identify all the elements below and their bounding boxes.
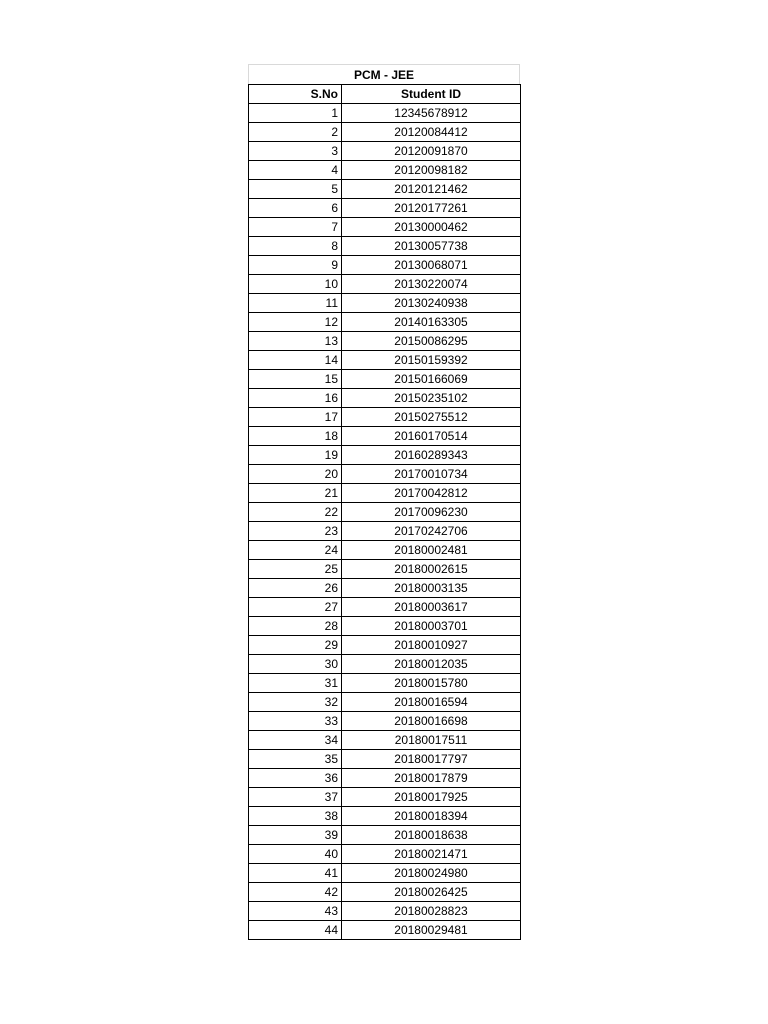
student-id-cell: 20180017797 — [342, 750, 521, 769]
student-id-cell: 20180021471 — [342, 845, 521, 864]
table-row — [249, 864, 521, 883]
table-row — [249, 465, 521, 484]
serial-number-cell: 29 — [249, 636, 342, 655]
table-row — [249, 598, 521, 617]
student-id-cell: 20120098182 — [342, 161, 521, 180]
serial-number-cell: 43 — [249, 902, 342, 921]
table-row — [249, 636, 521, 655]
table-row — [249, 655, 521, 674]
serial-number-cell: 14 — [249, 351, 342, 370]
student-id-cell: 20180024980 — [342, 864, 521, 883]
serial-number-cell: 17 — [249, 408, 342, 427]
serial-number-cell: 24 — [249, 541, 342, 560]
table-row — [249, 826, 521, 845]
serial-number-cell: 39 — [249, 826, 342, 845]
serial-number-cell: 2 — [249, 123, 342, 142]
serial-number-cell: 13 — [249, 332, 342, 351]
serial-number-cell: 1 — [249, 104, 342, 123]
student-id-cell: 20180016594 — [342, 693, 521, 712]
student-id-cell: 20170042812 — [342, 484, 521, 503]
table-row — [249, 123, 521, 142]
student-id-cell: 20180003617 — [342, 598, 521, 617]
student-id-cell: 20180029481 — [342, 921, 521, 940]
student-id-cell: 20180028823 — [342, 902, 521, 921]
serial-number-cell: 18 — [249, 427, 342, 446]
student-id-cell: 20180003701 — [342, 617, 521, 636]
student-id-cell: 20180012035 — [342, 655, 521, 674]
table-row — [249, 446, 521, 465]
table-row — [249, 427, 521, 446]
header-student-id: Student ID — [342, 85, 521, 104]
serial-number-cell: 7 — [249, 218, 342, 237]
student-id-cell: 20180017511 — [342, 731, 521, 750]
table-row — [249, 389, 521, 408]
student-id-cell: 20130000462 — [342, 218, 521, 237]
table-row — [249, 712, 521, 731]
table-row — [249, 883, 521, 902]
serial-number-cell: 11 — [249, 294, 342, 313]
table-row — [249, 902, 521, 921]
serial-number-cell: 36 — [249, 769, 342, 788]
table-row — [249, 579, 521, 598]
table-row — [249, 750, 521, 769]
table-row — [249, 484, 521, 503]
table-row — [249, 199, 521, 218]
serial-number-cell: 19 — [249, 446, 342, 465]
table-row — [249, 275, 521, 294]
table-row — [249, 522, 521, 541]
header-sno: S.No — [249, 85, 342, 104]
student-sheet — [248, 64, 520, 940]
serial-number-cell: 44 — [249, 921, 342, 940]
table-row — [249, 807, 521, 826]
table-row — [249, 218, 521, 237]
student-id-cell: 20160289343 — [342, 446, 521, 465]
student-id-cell: 20180017925 — [342, 788, 521, 807]
table-row — [249, 294, 521, 313]
student-id-cell: 20180002481 — [342, 541, 521, 560]
student-id-cell: 20170096230 — [342, 503, 521, 522]
student-id-cell: 20150275512 — [342, 408, 521, 427]
table-row — [249, 674, 521, 693]
student-id-cell: 20180018638 — [342, 826, 521, 845]
student-id-cell: 20120177261 — [342, 199, 521, 218]
table-row — [249, 921, 521, 940]
serial-number-cell: 26 — [249, 579, 342, 598]
serial-number-cell: 3 — [249, 142, 342, 161]
serial-number-cell: 22 — [249, 503, 342, 522]
table-row — [249, 256, 521, 275]
serial-number-cell: 32 — [249, 693, 342, 712]
student-table — [248, 84, 521, 940]
student-id-cell: 20180018394 — [342, 807, 521, 826]
student-id-cell: 20150166069 — [342, 370, 521, 389]
serial-number-cell: 25 — [249, 560, 342, 579]
table-row — [249, 617, 521, 636]
student-id-cell: 20140163305 — [342, 313, 521, 332]
table-row — [249, 351, 521, 370]
serial-number-cell: 41 — [249, 864, 342, 883]
table-row — [249, 503, 521, 522]
serial-number-cell: 27 — [249, 598, 342, 617]
student-id-cell: 20160170514 — [342, 427, 521, 446]
student-id-cell: 20130068071 — [342, 256, 521, 275]
table-row — [249, 180, 521, 199]
table-title: PCM - JEE — [248, 64, 520, 84]
serial-number-cell: 37 — [249, 788, 342, 807]
student-id-cell: 20120091870 — [342, 142, 521, 161]
student-id-cell: 20180026425 — [342, 883, 521, 902]
student-id-cell: 20130220074 — [342, 275, 521, 294]
student-id-cell: 20120121462 — [342, 180, 521, 199]
table-row — [249, 788, 521, 807]
table-row — [249, 769, 521, 788]
serial-number-cell: 34 — [249, 731, 342, 750]
serial-number-cell: 4 — [249, 161, 342, 180]
table-row — [249, 332, 521, 351]
serial-number-cell: 40 — [249, 845, 342, 864]
table-row — [249, 541, 521, 560]
student-id-cell: 20130057738 — [342, 237, 521, 256]
table-row — [249, 731, 521, 750]
serial-number-cell: 5 — [249, 180, 342, 199]
header-row — [249, 85, 521, 104]
table-row — [249, 104, 521, 123]
table-row — [249, 560, 521, 579]
student-id-cell: 20170242706 — [342, 522, 521, 541]
student-id-cell: 12345678912 — [342, 104, 521, 123]
table-row — [249, 845, 521, 864]
table-row — [249, 142, 521, 161]
serial-number-cell: 35 — [249, 750, 342, 769]
serial-number-cell: 28 — [249, 617, 342, 636]
table-row — [249, 237, 521, 256]
student-id-cell: 20180017879 — [342, 769, 521, 788]
serial-number-cell: 21 — [249, 484, 342, 503]
table-row — [249, 313, 521, 332]
serial-number-cell: 12 — [249, 313, 342, 332]
serial-number-cell: 16 — [249, 389, 342, 408]
table-row — [249, 693, 521, 712]
serial-number-cell: 20 — [249, 465, 342, 484]
student-id-cell: 20150235102 — [342, 389, 521, 408]
table-row — [249, 408, 521, 427]
table-row — [249, 370, 521, 389]
serial-number-cell: 30 — [249, 655, 342, 674]
serial-number-cell: 10 — [249, 275, 342, 294]
serial-number-cell: 42 — [249, 883, 342, 902]
serial-number-cell: 38 — [249, 807, 342, 826]
student-id-cell: 20150159392 — [342, 351, 521, 370]
serial-number-cell: 15 — [249, 370, 342, 389]
serial-number-cell: 31 — [249, 674, 342, 693]
serial-number-cell: 23 — [249, 522, 342, 541]
serial-number-cell: 8 — [249, 237, 342, 256]
student-id-cell: 20180003135 — [342, 579, 521, 598]
table-row — [249, 161, 521, 180]
student-id-cell: 20180016698 — [342, 712, 521, 731]
student-id-cell: 20150086295 — [342, 332, 521, 351]
student-id-cell: 20170010734 — [342, 465, 521, 484]
serial-number-cell: 33 — [249, 712, 342, 731]
student-id-cell: 20180015780 — [342, 674, 521, 693]
serial-number-cell: 6 — [249, 199, 342, 218]
serial-number-cell: 9 — [249, 256, 342, 275]
table-body — [249, 104, 521, 940]
student-id-cell: 20180002615 — [342, 560, 521, 579]
student-id-cell: 20120084412 — [342, 123, 521, 142]
student-id-cell: 20180010927 — [342, 636, 521, 655]
student-id-cell: 20130240938 — [342, 294, 521, 313]
